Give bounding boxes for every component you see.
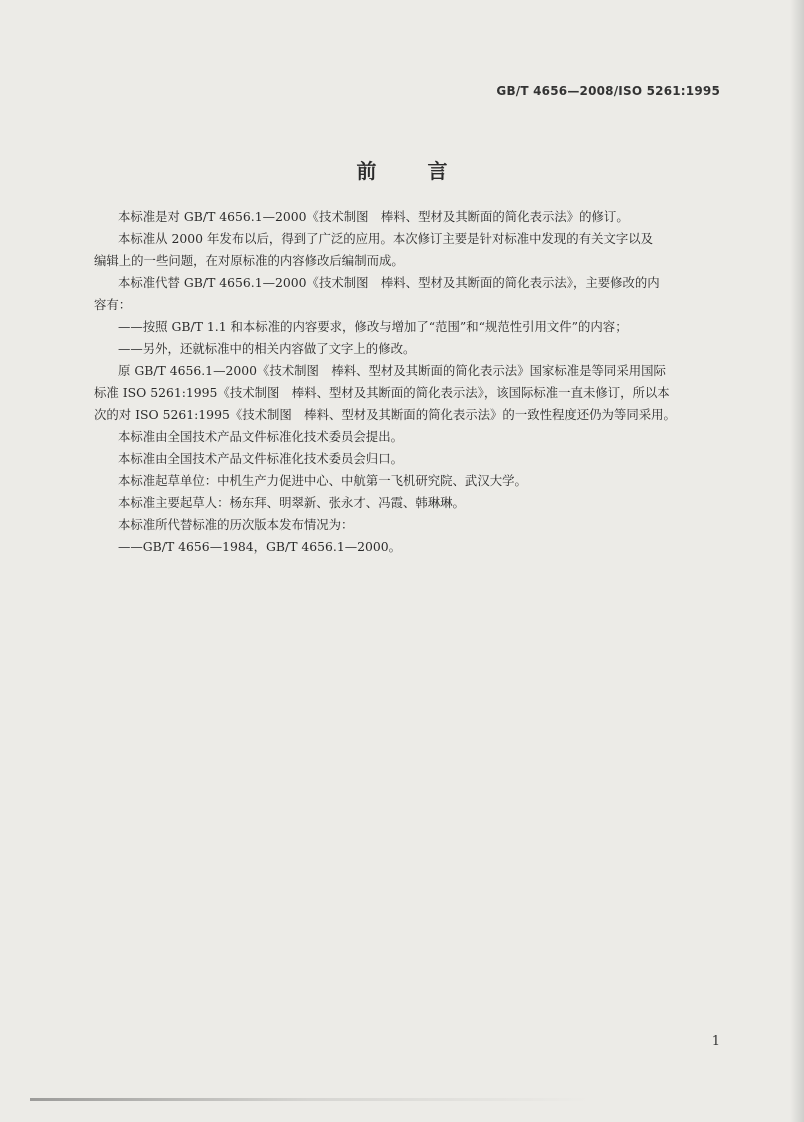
paragraph-continuation: 容有：: [94, 297, 132, 312]
page-title: 前 言: [356, 159, 470, 183]
paragraph: 本标准所代替标准的历次版本发布情况为：: [118, 517, 354, 532]
scan-bottom-mark: [30, 1098, 590, 1101]
page-number: 1: [711, 1034, 720, 1049]
dash-list-item: ——按照 GB/T 1.1 和本标准的内容要求，修改与增加了“范围”和“规范性引用文件”的内容；: [118, 319, 628, 334]
dash-list-item: ——GB/T 4656—1984，GB/T 4656.1—2000。: [118, 539, 402, 554]
paragraph: 原 GB/T 4656.1—2000《技术制图 棒料、型材及其断面的简化表示法》国家标准是等同采用国际: [118, 363, 666, 378]
foreword-body: [94, 206, 724, 558]
paragraph: 本标准是对 GB/T 4656.1—2000《技术制图 棒料、型材及其断面的简化表示法》的修订。: [118, 209, 629, 224]
paragraph: 本标准由全国技术产品文件标准化技术委员会归口。: [118, 451, 403, 466]
paragraph-continuation: 次的对 ISO 5261:1995《技术制图 棒料、型材及其断面的简化表示法》的一致性程度还仍为等同采用。: [94, 407, 676, 422]
paragraph: 本标准主要起草人：杨东拜、明翠新、张永才、冯霞、韩琳琳。: [118, 495, 465, 510]
dash-list-item: ——另外，还就标准中的相关内容做了文字上的修改。: [118, 341, 416, 356]
paragraph: 本标准代替 GB/T 4656.1—2000《技术制图 棒料、型材及其断面的简化表示法》，主要修改的内: [118, 275, 660, 290]
paragraph: 本标准从 2000 年发布以后，得到了广泛的应用。本次修订主要是针对标准中发现的有关文字以及: [118, 231, 654, 246]
paragraph: 本标准由全国技术产品文件标准化技术委员会提出。: [118, 429, 403, 444]
paragraph-continuation: 标准 ISO 5261:1995《技术制图 棒料、型材及其断面的简化表示法》，该国际标准一直未修订，所以本: [94, 385, 670, 400]
paragraph-continuation: 编辑上的一些问题，在对原标准的内容修改后编制而成。: [94, 253, 404, 268]
standard-code-header: GB/T 4656—2008/ISO 5261:1995: [496, 84, 720, 98]
paragraph: 本标准起草单位：中机生产力促进中心、中航第一飞机研究院、武汉大学。: [118, 473, 527, 488]
